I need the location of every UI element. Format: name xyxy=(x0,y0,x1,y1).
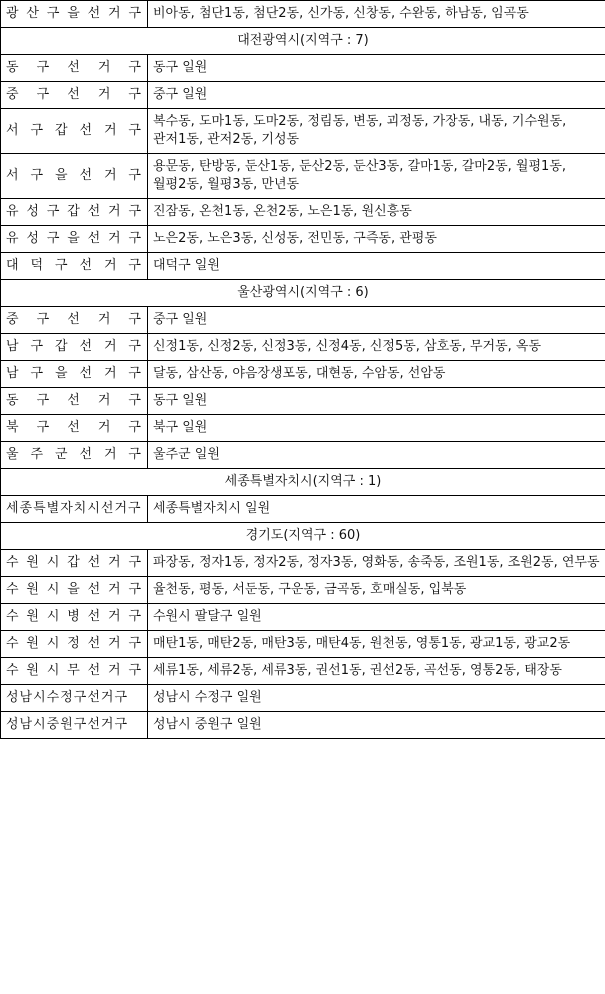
table-row xyxy=(1,361,605,388)
table-row xyxy=(1,154,605,199)
table-row xyxy=(1,253,605,280)
district-name: 성남시수정구선거구 xyxy=(1,685,148,712)
district-name: 중 구 선 거 구 xyxy=(1,307,148,334)
district-name: 수 원 시 정 선 거 구 xyxy=(1,631,148,658)
district-area: 용문동, 탄방동, 둔산1동, 둔산2동, 둔산3동, 갈마1동, 갈마2동, 월평1동, 월평2동, 월평3동, 만년동 xyxy=(148,154,605,199)
district-area: 세류1동, 세류2동, 세류3동, 권선1동, 권선2동, 곡선동, 영통2동, 태장동 xyxy=(148,658,605,685)
table-row xyxy=(1,307,605,334)
district-area: 세종특별자치시 일원 xyxy=(148,496,605,523)
district-name: 유 성 구 을 선 거 구 xyxy=(1,226,148,253)
section-header-row xyxy=(1,280,605,307)
district-area: 달동, 삼산동, 야음장생포동, 대현동, 수암동, 선암동 xyxy=(148,361,605,388)
district-name: 수 원 시 을 선 거 구 xyxy=(1,577,148,604)
section-title: 세종특별자치시(지역구 : 1) xyxy=(1,469,605,496)
district-area: 울주군 일원 xyxy=(148,442,605,469)
district-area: 신정1동, 신정2동, 신정3동, 신정4동, 신정5동, 삼호동, 무거동, 옥동 xyxy=(148,334,605,361)
section-title: 울산광역시(지역구 : 6) xyxy=(1,280,605,307)
district-area: 복수동, 도마1동, 도마2동, 정림동, 변동, 괴정동, 가장동, 내동, 기수원동, 관저1동, 관저2동, 기성동 xyxy=(148,109,605,154)
district-area: 대덕구 일원 xyxy=(148,253,605,280)
table-row xyxy=(1,550,605,577)
district-area: 수원시 팔달구 일원 xyxy=(148,604,605,631)
table-row xyxy=(1,577,605,604)
table-row xyxy=(1,82,605,109)
table-row xyxy=(1,1,605,28)
district-name: 북 구 선 거 구 xyxy=(1,415,148,442)
district-name: 남 구 을 선 거 구 xyxy=(1,361,148,388)
table-row xyxy=(1,109,605,154)
district-name: 대 덕 구 선 거 구 xyxy=(1,253,148,280)
district-area: 매탄1동, 매탄2동, 매탄3동, 매탄4동, 원천동, 영통1동, 광교1동, 광교2동 xyxy=(148,631,605,658)
table-body xyxy=(1,1,605,739)
district-area: 동구 일원 xyxy=(148,55,605,82)
district-name: 서 구 갑 선 거 구 xyxy=(1,109,148,154)
district-area: 중구 일원 xyxy=(148,307,605,334)
section-title: 경기도(지역구 : 60) xyxy=(1,523,605,550)
district-name: 울 주 군 선 거 구 xyxy=(1,442,148,469)
table-row xyxy=(1,604,605,631)
district-area: 노은2동, 노은3동, 신성동, 전민동, 구즉동, 관평동 xyxy=(148,226,605,253)
district-name: 수 원 시 무 선 거 구 xyxy=(1,658,148,685)
district-name: 서 구 을 선 거 구 xyxy=(1,154,148,199)
table-row xyxy=(1,388,605,415)
district-area: 진잠동, 온천1동, 온천2동, 노은1동, 원신흥동 xyxy=(148,199,605,226)
district-area: 성남시 중원구 일원 xyxy=(148,712,605,739)
section-header-row xyxy=(1,523,605,550)
district-name: 성남시중원구선거구 xyxy=(1,712,148,739)
district-name: 세종특별자치시선거구 xyxy=(1,496,148,523)
section-title: 대전광역시(지역구 : 7) xyxy=(1,28,605,55)
district-name: 동 구 선 거 구 xyxy=(1,55,148,82)
district-area: 비아동, 첨단1동, 첨단2동, 신가동, 신창동, 수완동, 하남동, 임곡동 xyxy=(148,1,605,28)
district-name: 동 구 선 거 구 xyxy=(1,388,148,415)
table-row xyxy=(1,442,605,469)
table-row xyxy=(1,631,605,658)
district-name: 수 원 시 갑 선 거 구 xyxy=(1,550,148,577)
table-row xyxy=(1,496,605,523)
district-area: 북구 일원 xyxy=(148,415,605,442)
district-area: 율천동, 평동, 서둔동, 구운동, 금곡동, 호매실동, 입북동 xyxy=(148,577,605,604)
district-name: 유 성 구 갑 선 거 구 xyxy=(1,199,148,226)
table-row xyxy=(1,226,605,253)
section-header-row xyxy=(1,28,605,55)
table-row xyxy=(1,712,605,739)
district-area: 중구 일원 xyxy=(148,82,605,109)
district-name: 남 구 갑 선 거 구 xyxy=(1,334,148,361)
district-area: 파장동, 정자1동, 정자2동, 정자3동, 영화동, 송죽동, 조원1동, 조원2동, 연무동 xyxy=(148,550,605,577)
table-row xyxy=(1,55,605,82)
table-row xyxy=(1,334,605,361)
table-row xyxy=(1,199,605,226)
table-row xyxy=(1,685,605,712)
table-row xyxy=(1,415,605,442)
table-row xyxy=(1,658,605,685)
district-area: 동구 일원 xyxy=(148,388,605,415)
district-name: 중 구 선 거 구 xyxy=(1,82,148,109)
district-name: 수 원 시 병 선 거 구 xyxy=(1,604,148,631)
district-area: 성남시 수정구 일원 xyxy=(148,685,605,712)
district-name: 광 산 구 을 선 거 구 xyxy=(1,1,148,28)
section-header-row xyxy=(1,469,605,496)
